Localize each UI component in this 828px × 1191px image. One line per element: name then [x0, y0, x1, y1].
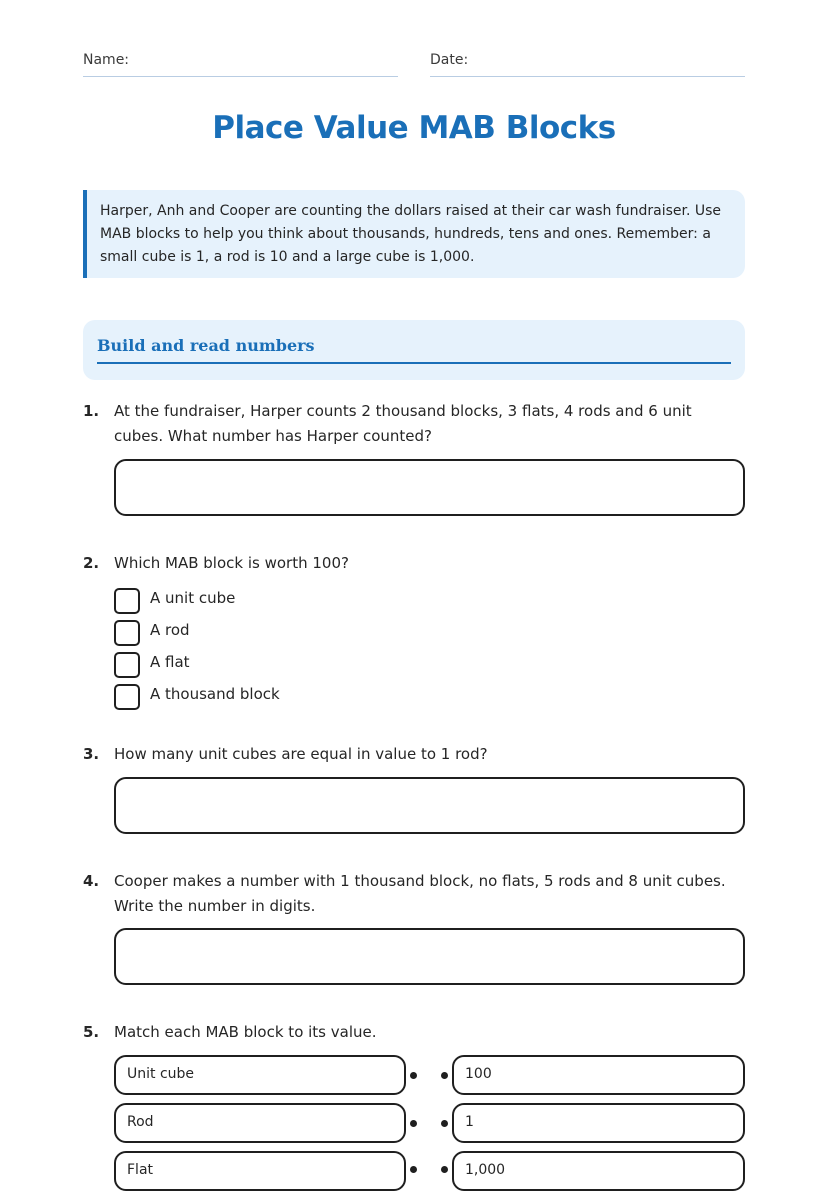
- match-left-item-1[interactable]: [114, 1055, 406, 1095]
- match-left-label: Rod: [127, 1114, 154, 1130]
- question-4-number: 4.: [83, 872, 100, 890]
- section-header: [83, 320, 745, 380]
- question-5-text: Match each MAB block to its value.: [114, 1023, 377, 1041]
- match-left-label: Unit cube: [127, 1066, 195, 1082]
- question-1-number: 1.: [83, 402, 100, 420]
- worksheet-title: Place Value MAB Blocks: [212, 110, 616, 146]
- match-right-item-2[interactable]: [452, 1103, 745, 1143]
- question-2-text: Which MAB block is worth 100?: [114, 554, 349, 572]
- match-left-label: Flat: [127, 1162, 154, 1178]
- match-right-item-3[interactable]: [452, 1151, 745, 1191]
- option-label: A flat: [150, 653, 190, 671]
- option-label: A thousand block: [150, 685, 280, 703]
- match-right-dot-3[interactable]: [441, 1166, 448, 1173]
- match-left-item-3[interactable]: [114, 1151, 406, 1191]
- match-left-dot-1[interactable]: [410, 1072, 417, 1079]
- match-left-dot-3[interactable]: [410, 1166, 417, 1173]
- question-3-number: 3.: [83, 745, 100, 763]
- name-field[interactable]: [83, 52, 398, 77]
- match-left-dot-2[interactable]: [410, 1120, 417, 1127]
- match-right-label: 100: [465, 1066, 492, 1082]
- question-2-number: 2.: [83, 554, 100, 572]
- checkbox[interactable]: [114, 684, 140, 710]
- checkbox[interactable]: [114, 620, 140, 646]
- question-3-answer-box[interactable]: [114, 777, 745, 834]
- intro-text: Harper, Anh and Cooper are counting the dollars raised at their car wash fundraiser. Use MAB blocks to help you think about thousands, hundreds, tens and ones. Remember: a small cube is 1, a rod is 10 and a large cube is 1,000.: [100, 203, 722, 265]
- match-right-item-1[interactable]: [452, 1055, 745, 1095]
- match-right-dot-1[interactable]: [441, 1072, 448, 1079]
- checkbox[interactable]: [114, 652, 140, 678]
- option-label: A unit cube: [150, 589, 236, 607]
- match-right-label: 1,000: [465, 1162, 506, 1178]
- question-5-number: 5.: [83, 1023, 100, 1041]
- match-right-label: 1: [465, 1114, 474, 1130]
- question-1-text: At the fundraiser, Harper counts 2 thousand blocks, 3 flats, 4 rods and 6 unit cubes. What number has Harper counted?: [114, 402, 692, 445]
- name-label: Name:: [83, 52, 130, 68]
- question-4-text: Cooper makes a number with 1 thousand block, no flats, 5 rods and 8 unit cubes. Write the number in digits.: [114, 872, 726, 915]
- date-field[interactable]: [430, 52, 745, 77]
- checkbox[interactable]: [114, 588, 140, 614]
- question-4-answer-box[interactable]: [114, 928, 745, 985]
- question-3-text: How many unit cubes are equal in value to 1 rod?: [114, 745, 488, 763]
- section-title: Build and read numbers: [97, 336, 731, 364]
- intro-box: [83, 190, 745, 278]
- match-left-item-2[interactable]: [114, 1103, 406, 1143]
- match-right-dot-2[interactable]: [441, 1120, 448, 1127]
- date-label: Date:: [430, 52, 469, 68]
- question-1-answer-box[interactable]: [114, 459, 745, 516]
- option-label: A rod: [150, 621, 190, 639]
